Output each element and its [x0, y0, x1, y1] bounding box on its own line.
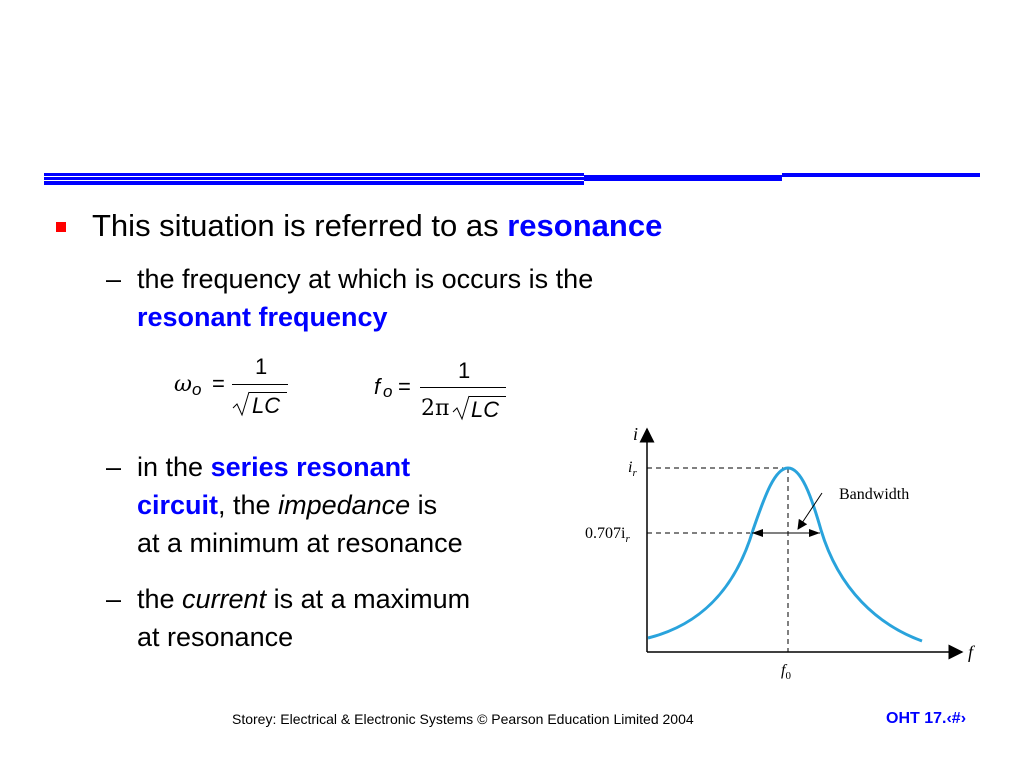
resonance-graph [560, 420, 990, 690]
fraction-bar [420, 387, 506, 388]
f0-label: $f_0$ [781, 662, 791, 682]
sub-bullet-2-line-1 [137, 448, 577, 486]
rule-thick [44, 173, 584, 185]
sub-bullet-3-line-2: at resonance [137, 622, 294, 652]
sub-bullet-1-text: the frequency at which is occurs is the [137, 264, 594, 294]
formula-omega [174, 356, 294, 420]
formula-freq-lhs: f [374, 374, 381, 399]
sub-bullet-2-italic: impedance [278, 490, 411, 520]
sub-bullet-3-text-a: the [137, 584, 183, 614]
sub-bullet-2-text-b: , the [218, 490, 279, 520]
sub-bullet-1 [137, 260, 593, 336]
title-rule [0, 0, 1024, 200]
slide-number: OHT 17.‹#› [886, 710, 967, 727]
formula-freq-numerator: 1 [458, 358, 471, 383]
formula-freq [372, 358, 512, 424]
dash-3: – [106, 584, 122, 614]
formula-omega-denominator: LC [252, 393, 281, 418]
bullet-1-emphasis: resonance [507, 208, 663, 243]
bandwidth-label: Bandwidth [839, 486, 910, 503]
y-axis-label: i [633, 424, 639, 444]
peak-label: $i_r$ [628, 459, 637, 479]
formula-omega-sub: o [192, 380, 202, 399]
bullet-1 [92, 208, 662, 244]
bullet-square-icon [56, 222, 66, 232]
formula-freq-equals: = [398, 374, 411, 399]
sub-bullet-2 [137, 448, 577, 562]
formula-freq-2pi: 2π [421, 396, 450, 421]
bandwidth-arrow-right-icon [809, 529, 820, 537]
formula-freq-sub: o [383, 382, 393, 401]
sub-bullet-3 [137, 580, 577, 656]
sub-bullet-3-text-b: is at a maximum [266, 584, 471, 614]
bullet-1-text: This situation is referred to as [92, 208, 508, 243]
sub-bullet-2-text-a: in the [137, 452, 211, 482]
sqrt-icon [232, 390, 252, 418]
fraction-bar [232, 384, 288, 385]
dash-1: – [106, 264, 122, 294]
sqrt-icon [452, 394, 472, 422]
sub-bullet-2-line-3: at a minimum at resonance [137, 528, 463, 558]
sub-bullet-2-text-c: is [410, 490, 438, 520]
sub-bullet-1-emphasis: resonant frequency [137, 302, 388, 332]
rule-thin [782, 173, 980, 177]
formula-omega-equals: = [212, 371, 225, 396]
formula-freq-denominator: LC [471, 397, 500, 422]
sub-bullet-2-emphasis-2: circuit [137, 490, 219, 520]
half-power-label: $0.707i_r$ [585, 525, 630, 545]
formula-omega-lhs: ω [174, 372, 192, 397]
rule-mid [584, 175, 782, 181]
sub-bullet-2-emphasis: series resonant [210, 452, 411, 482]
sub-bullet-2-line-2 [137, 486, 577, 524]
sub-bullet-3-italic: current [182, 584, 267, 614]
sub-bullet-3-line-1 [137, 580, 577, 618]
dash-2: – [106, 452, 122, 482]
footer-credit: Storey: Electrical & Electronic Systems © Pearson Education Limited 2004 [232, 711, 694, 727]
x-axis-label: f [968, 642, 974, 662]
formula-omega-numerator: 1 [255, 354, 268, 379]
